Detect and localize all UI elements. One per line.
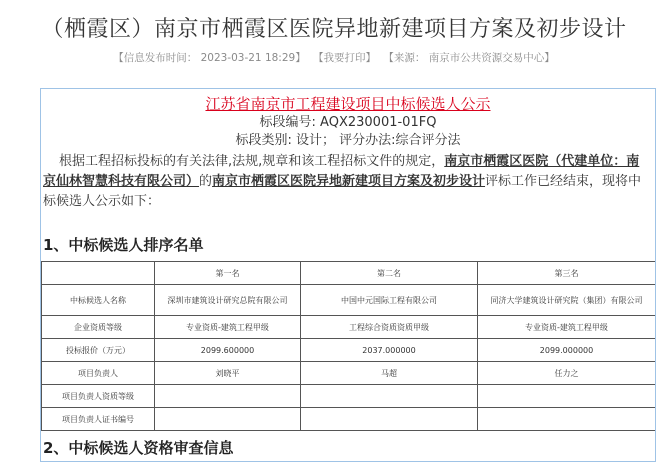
- source-info: 【来源： 南京市公共资源交易中心】: [383, 52, 555, 64]
- row-label-cell: 项目负责人: [42, 362, 155, 385]
- intro-text-pre: 根据工程招标投标的有关法律,法规,规章和该工程招标文件的规定，: [59, 154, 445, 169]
- content-panel: [40, 88, 656, 462]
- section-heading-ranking: 1、中标候选人排序名单: [43, 236, 204, 254]
- publish-time: 【信息发布时间： 2023-03-21 18:29】: [113, 52, 306, 64]
- row-label-cell: [42, 262, 155, 285]
- table-cell: 第三名: [478, 262, 656, 285]
- row-label-cell: 项目负责人资质等级: [42, 385, 155, 408]
- candidate-table: [41, 261, 656, 431]
- section-number: 标段编号: AQX230001-01FQ: [259, 115, 437, 130]
- intro-text-post: 评标工作已经结束，现将中标候选人公示如下：: [43, 174, 642, 209]
- row-label-cell: 中标候选人名称: [42, 285, 155, 316]
- table-cell: 2037.000000: [301, 339, 478, 362]
- table-cell: [155, 408, 301, 431]
- table-row: [42, 385, 656, 408]
- table-cell: [301, 408, 478, 431]
- table-cell: 第一名: [155, 262, 301, 285]
- table-cell: 任力之: [478, 362, 656, 385]
- table-cell: 2099.600000: [155, 339, 301, 362]
- table-cell: 刘晓平: [155, 362, 301, 385]
- row-label-cell: 项目负责人证书编号: [42, 408, 155, 431]
- table-cell: [155, 385, 301, 408]
- table-cell: 深圳市建筑设计研究总院有限公司: [155, 285, 301, 316]
- meta-bar: [0, 50, 668, 65]
- table-row: [42, 408, 656, 431]
- row-label-cell: 投标报价（万元）: [42, 339, 155, 362]
- table-cell: 专业资质-建筑工程甲级: [155, 316, 301, 339]
- table-cell: 第二名: [301, 262, 478, 285]
- notice-title: 江苏省南京市工程建设项目中标候选人公示: [205, 95, 491, 113]
- table-cell: 中国中元国际工程有限公司: [301, 285, 478, 316]
- project-name: 南京市栖霞区医院异地新建项目方案及初步设计: [212, 174, 486, 189]
- section-heading-qualification: 2、中标候选人资格审查信息: [43, 439, 234, 457]
- row-label-cell: 企业资质等级: [42, 316, 155, 339]
- table-cell: 同济大学建筑设计研究院（集团）有限公司: [478, 285, 656, 316]
- table-cell: 2099.000000: [478, 339, 656, 362]
- table-cell: [478, 408, 656, 431]
- table-row: [42, 339, 656, 362]
- intro-paragraph: [43, 152, 649, 212]
- table-cell: [478, 385, 656, 408]
- section-category: 标段类别: 设计； 评分办法:综合评分法: [235, 133, 461, 148]
- table-header-row: [42, 262, 656, 285]
- tenderer-name: 南京市栖霞区医院（代建单位：南京仙林智慧科技有限公司）: [43, 154, 640, 189]
- table-row: [42, 285, 656, 316]
- table-cell: 专业资质-建筑工程甲级: [478, 316, 656, 339]
- intro-text-mid: 的: [199, 174, 213, 189]
- page-title: （栖霞区）南京市栖霞区医院异地新建项目方案及初步设计: [41, 17, 627, 42]
- table-cell: 工程综合资质资质甲级: [301, 316, 478, 339]
- table-cell: [301, 385, 478, 408]
- table-row: [42, 362, 656, 385]
- print-link[interactable]: 【我要打印】: [313, 52, 377, 64]
- table-cell: 马超: [301, 362, 478, 385]
- table-row: [42, 316, 656, 339]
